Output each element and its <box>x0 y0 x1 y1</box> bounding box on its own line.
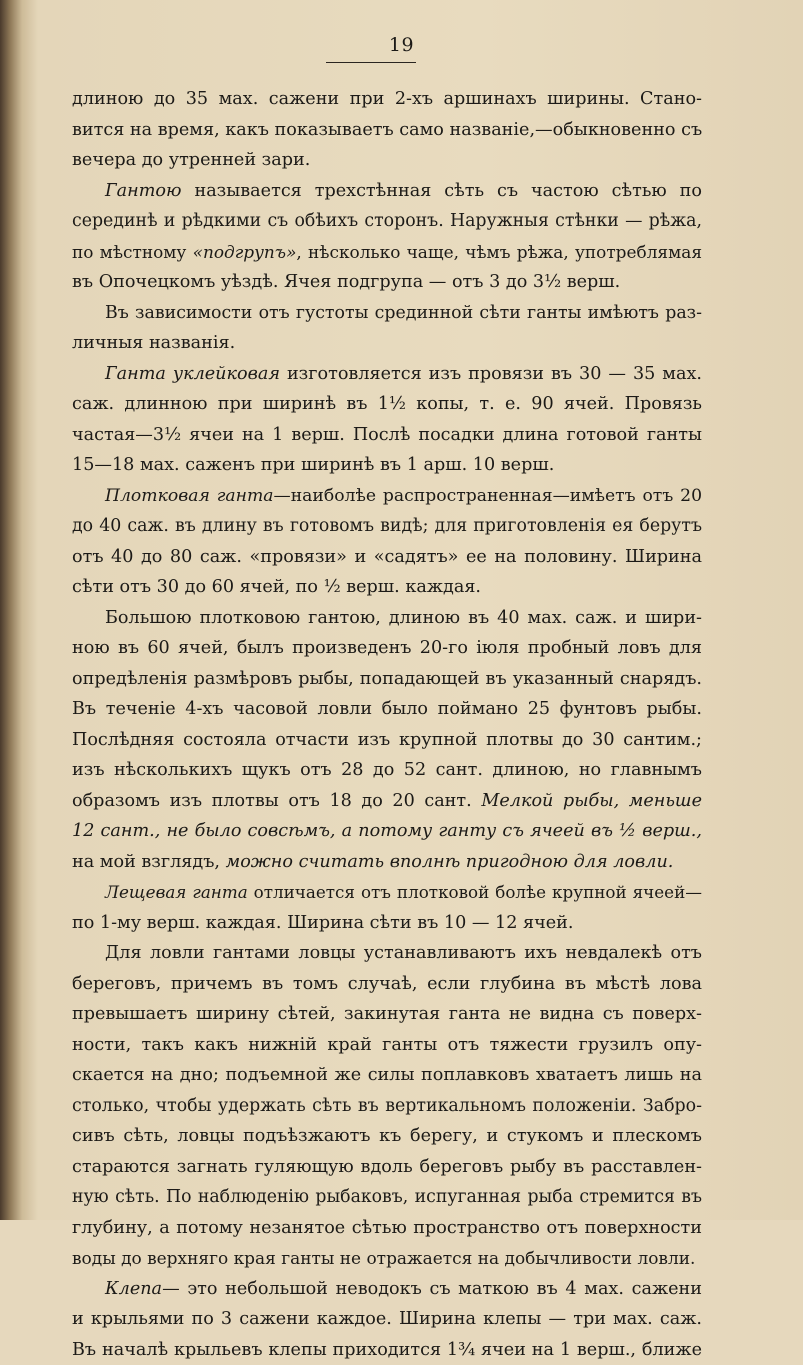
text-line: сѣти отъ 30 до 60 ячей, по ½ верш. каждая. <box>72 572 702 603</box>
text-line: Клепа— это небольшой неводокъ съ маткою въ 4 мах. сажени <box>72 1274 702 1305</box>
text-line: Ганта уклейковая изготовляется изъ провязи въ 30 — 35 мах. <box>72 359 702 390</box>
page-number: 19 <box>0 34 803 56</box>
text-line: изъ нѣсколькихъ щукъ отъ 28 до 52 сант. длиною, но главнымъ <box>72 755 702 786</box>
text-line: по 1-му верш. каждая. Ширина сѣти въ 10 — 12 ячей. <box>72 908 702 939</box>
text-line: на мой взглядъ, можно считать вполнѣ пригодною для ловли. <box>72 847 702 878</box>
text-line <box>72 816 702 847</box>
text-line: глубину, а потому незанятое сѣтью пространство отъ поверхности <box>72 1213 702 1244</box>
italic-term: Ганта уклейковая <box>105 364 280 384</box>
text-line: Большою плотковою гантою, длиною въ 40 мах. саж. и шири- <box>72 603 702 634</box>
italic-term: Клепа <box>105 1279 162 1299</box>
text-line: ную сѣть. По наблюденію рыбаковъ, испуганная рыба стремится въ <box>72 1182 702 1213</box>
italic-term: Плотковая ганта <box>105 486 274 506</box>
text-line: частая—3½ ячеи на 1 верш. Послѣ посадки длина готовой ганты <box>72 420 702 451</box>
text-line: стараются загнать гуляющую вдоль береговъ рыбу въ расставлен- <box>72 1152 702 1183</box>
text-line: по мѣстному «подгрупъ», нѣсколько чаще, чѣмъ рѣжа, употреблямая <box>72 237 702 268</box>
text-line: Лещевая ганта отличается отъ плотковой болѣе крупной ячеей— <box>72 877 702 908</box>
text-line: Гантою называется трехстѣнная сѣть съ частою сѣтью по <box>72 176 702 207</box>
text-line: саж. длинною при ширинѣ въ 1½ копы, т. е. 90 ячей. Провязь <box>72 389 702 420</box>
text-line: и крыльями по 3 сажени каждое. Ширина клепы — три мах. саж. <box>72 1304 702 1335</box>
text-line: превышаетъ ширину сѣтей, закинутая ганта не видна съ поверх- <box>72 999 702 1030</box>
text-line: береговъ, причемъ въ томъ случаѣ, если глубина въ мѣстѣ лова <box>72 969 702 1000</box>
italic-term: Гантою <box>105 181 182 201</box>
italic-term: можно считать вполнѣ пригодною для ловли. <box>226 852 674 872</box>
text-line: столько, чтобы удержать сѣть въ вертикальномъ положеніи. Забро- <box>72 1091 702 1122</box>
text-line: воды до верхняго края ганты не отражается на добычливости ловли. <box>72 1243 702 1274</box>
text-line: длиною до 35 мах. сажени при 2-хъ аршинахъ ширины. Стано- <box>72 84 702 115</box>
text-line: сивъ сѣть, ловцы подъѣзжаютъ къ берегу, и стукомъ и плескомъ <box>72 1121 702 1152</box>
text-line: Въ теченіе 4-хъ часовой ловли было поймано 25 фунтовъ рыбы. <box>72 694 702 725</box>
italic-term: Мелкой рыбы, меньше <box>481 791 702 811</box>
text-line: отъ 40 до 80 саж. «провязи» и «садятъ» ее на половину. Ширина <box>72 542 702 573</box>
italic-term: «подгрупъ» <box>193 242 297 262</box>
text-line: вечера до утренней зари. <box>72 145 702 176</box>
italic-term: Лещевая ганта <box>105 882 248 902</box>
italic-term: 12 сант., не было совсѣмъ, а потому ганту съ ячеей въ ½ верш., <box>72 821 702 841</box>
text-line: образомъ изъ плотвы отъ 18 до 20 сант. Мелкой рыбы, меньше <box>72 786 702 817</box>
text-line: Плотковая ганта—наиболѣе распространенная—имѣетъ отъ 20 <box>72 481 702 512</box>
body-text <box>72 84 702 1365</box>
text-line: серединѣ и рѣдкими съ обѣихъ сторонъ. Наружныя стѣнки — рѣжа, <box>72 206 702 237</box>
text-line: Въ началѣ крыльевъ клепы приходится 1¾ ячеи на 1 верш., ближе <box>72 1335 702 1365</box>
text-line: 15—18 мах. саженъ при ширинѣ въ 1 арш. 10 верш. <box>72 450 702 481</box>
text-line: вится на время, какъ показываетъ само названіе,—обыкновенно съ <box>72 115 702 146</box>
text-line: до 40 саж. въ длину въ готовомъ видѣ; для приготовленія ея берутъ <box>72 511 702 542</box>
text-line: опредѣленія размѣровъ рыбы, попадающей въ указанный снарядъ. <box>72 664 702 695</box>
text-line: въ Опочецкомъ уѣздѣ. Ячея подгрупа — отъ 3 до 3½ верш. <box>72 267 702 298</box>
text-line: Въ зависимости отъ густоты срединной сѣти ганты имѣютъ раз- <box>72 298 702 329</box>
text-line: личныя названія. <box>72 328 702 359</box>
text-line: ности, такъ какъ нижній край ганты отъ тяжести грузилъ опу- <box>72 1030 702 1061</box>
text-line: Послѣдняя состояла отчасти изъ крупной плотвы до 30 сантим.; <box>72 725 702 756</box>
text-line: Для ловли гантами ловцы устанавливаютъ ихъ невдалекѣ отъ <box>72 938 702 969</box>
text-line: скается на дно; подъемной же силы поплавковъ хватаетъ лишь на <box>72 1060 702 1091</box>
header-rule <box>326 62 416 63</box>
text-line: ною въ 60 ячей, былъ произведенъ 20-го іюля пробный ловъ для <box>72 633 702 664</box>
